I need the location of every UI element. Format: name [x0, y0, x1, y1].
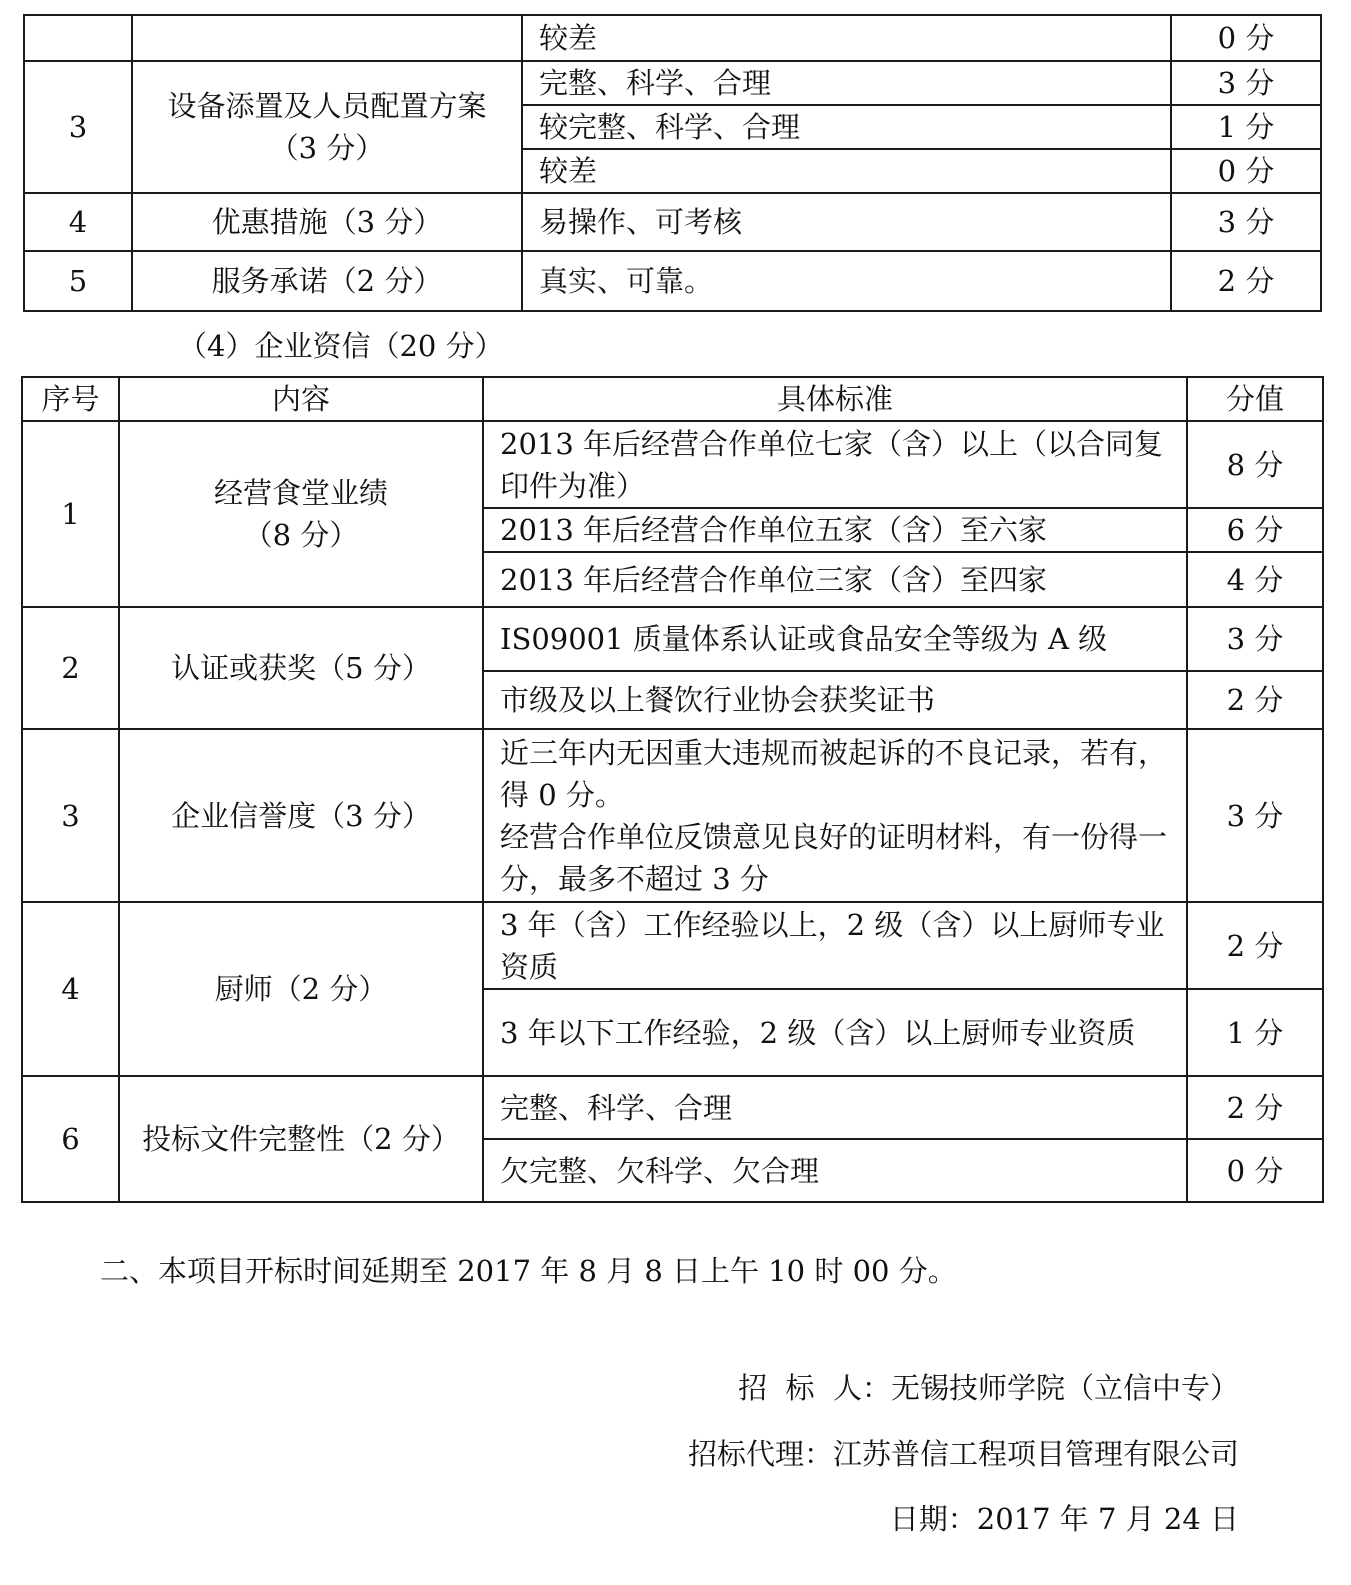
criteria-cell: 较差	[522, 149, 1171, 193]
score-cell: 3 分	[1171, 61, 1321, 105]
header-criteria: 具体标准	[483, 377, 1187, 421]
table-row	[22, 902, 1323, 989]
table-row	[22, 607, 1323, 671]
row-number-cell: 4	[22, 902, 119, 1076]
agent-signature: 招标代理：江苏普信工程项目管理有限公司	[687, 1437, 1239, 1471]
item-cell: 厨师（2 分）	[119, 902, 483, 1076]
score-cell: 2 分	[1187, 1076, 1323, 1139]
score-cell: 8 分	[1187, 421, 1323, 508]
row-number-cell: 5	[24, 251, 132, 311]
score-cell: 1 分	[1187, 989, 1323, 1076]
table-row	[22, 421, 1323, 508]
row-number-cell: 3	[24, 61, 132, 193]
criteria-cell: 市级及以上餐饮行业协会获奖证书	[483, 671, 1187, 729]
opening-time-notice: 二、本项目开标时间延期至 2017 年 8 月 8 日上午 10 时 00 分。	[100, 1254, 957, 1288]
score-cell: 0 分	[1171, 149, 1321, 193]
score-cell: 0 分	[1187, 1139, 1323, 1202]
criteria-cell	[483, 729, 1187, 902]
score-cell: 6 分	[1187, 508, 1323, 552]
table-row	[24, 15, 1321, 61]
header-number: 序号	[22, 377, 119, 421]
scoring-table-continued	[23, 14, 1322, 312]
score-cell: 4 分	[1187, 552, 1323, 607]
criteria-cell: 完整、科学、合理	[522, 61, 1171, 105]
signature-date: 日期：2017 年 7 月 24 日	[889, 1502, 1239, 1536]
score-cell: 2 分	[1187, 902, 1323, 989]
section-heading: （4）企业资信（20 分）	[178, 329, 504, 363]
score-cell: 3 分	[1187, 607, 1323, 671]
criteria-cell: 较完整、科学、合理	[522, 105, 1171, 149]
score-cell: 0 分	[1171, 15, 1321, 61]
item-cell: 设备添置及人员配置方案（3 分）	[132, 61, 522, 193]
item-cell	[132, 15, 522, 61]
item-cell: 企业信誉度（3 分）	[119, 729, 483, 902]
row-number-cell	[24, 15, 132, 61]
item-cell: 优惠措施（3 分）	[132, 193, 522, 251]
row-number-cell: 1	[22, 421, 119, 607]
row-number-cell: 6	[22, 1076, 119, 1202]
criteria-cell: 完整、科学、合理	[483, 1076, 1187, 1139]
criteria-cell: 欠完整、欠科学、欠合理	[483, 1139, 1187, 1202]
criteria-cell: 2013 年后经营合作单位七家（含）以上（以合同复印件为准）	[483, 421, 1187, 508]
header-content: 内容	[119, 377, 483, 421]
criteria-cell: 2013 年后经营合作单位五家（含）至六家	[483, 508, 1187, 552]
score-cell: 3 分	[1187, 729, 1323, 902]
criteria-line: 近三年内无因重大违规而被起诉的不良记录，若有，得 0 分。	[500, 735, 1168, 812]
table-row	[22, 1076, 1323, 1139]
criteria-cell: 3 年以下工作经验，2 级（含）以上厨师专业资质	[483, 989, 1187, 1076]
item-cell: 认证或获奖（5 分）	[119, 607, 483, 729]
item-cell: 服务承诺（2 分）	[132, 251, 522, 311]
row-number-cell: 2	[22, 607, 119, 729]
criteria-cell: IS09001 质量体系认证或食品安全等级为 A 级	[483, 607, 1187, 671]
table-row	[24, 193, 1321, 251]
enterprise-qualification-table	[21, 376, 1324, 1203]
score-cell: 1 分	[1171, 105, 1321, 149]
item-cell: 经营食堂业绩（8 分）	[119, 421, 483, 607]
row-number-cell: 4	[24, 193, 132, 251]
tenderer-signature: 招 标 人：无锡技师学院（立信中专）	[738, 1371, 1239, 1405]
criteria-cell: 易操作、可考核	[522, 193, 1171, 251]
criteria-cell: 2013 年后经营合作单位三家（含）至四家	[483, 552, 1187, 607]
criteria-cell: 较差	[522, 15, 1171, 61]
criteria-line: 经营合作单位反馈意见良好的证明材料，有一份得一分，最多不超过 3 分	[500, 819, 1168, 896]
table-row	[24, 61, 1321, 105]
score-cell: 3 分	[1171, 193, 1321, 251]
table-row	[24, 251, 1321, 311]
table-row	[22, 729, 1323, 902]
score-cell: 2 分	[1187, 671, 1323, 729]
score-cell: 2 分	[1171, 251, 1321, 311]
criteria-cell: 3 年（含）工作经验以上，2 级（含）以上厨师专业资质	[483, 902, 1187, 989]
header-score: 分值	[1187, 377, 1323, 421]
table-header-row	[22, 377, 1323, 421]
criteria-cell: 真实、可靠。	[522, 251, 1171, 311]
item-cell: 投标文件完整性（2 分）	[119, 1076, 483, 1202]
row-number-cell: 3	[22, 729, 119, 902]
